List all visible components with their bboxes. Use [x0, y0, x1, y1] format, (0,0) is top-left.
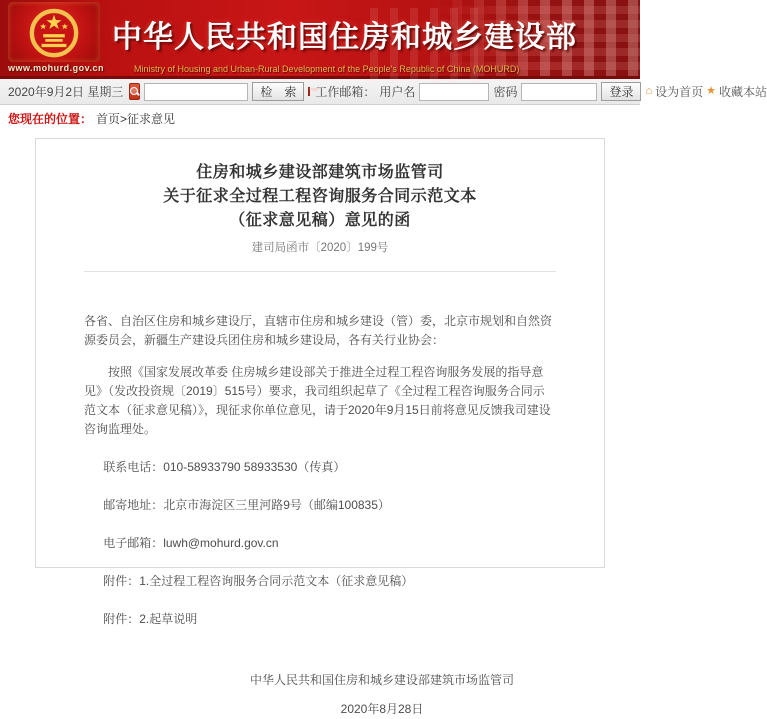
- search-icon-button[interactable]: [129, 83, 140, 100]
- date-text: 2020年9月2日 星期三: [8, 85, 124, 99]
- toolbar-right-links: [645, 83, 767, 100]
- banner-text: [112, 12, 582, 74]
- document-box: [35, 138, 605, 716]
- login-button[interactable]: 登录: [601, 82, 641, 101]
- national-emblem-svg: [27, 5, 81, 59]
- toolbar: [0, 79, 767, 105]
- bookmark-link[interactable]: 收藏本站: [719, 85, 767, 99]
- sign-date: 2020年8月28日: [340, 702, 424, 716]
- search-submit-button[interactable]: 检 索: [252, 82, 304, 101]
- username-input[interactable]: [419, 83, 489, 101]
- set-homepage-link[interactable]: 设为首页: [655, 85, 704, 99]
- magnifier-icon: [130, 87, 139, 96]
- username-label: 用户名: [379, 85, 416, 99]
- signer-name: 中华人民共和国住房和城乡建设部建筑市场监管司: [249, 673, 514, 687]
- document-title-line2: 关于征求全过程工程咨询服务合同示范文本: [163, 188, 477, 205]
- salutation-text: 各省、自治区住房和城乡建设厅，直辖市住房和城乡建设（管）委，北京市规划和自然资源委员会，新疆生产建设兵团住房和城乡建设局，各有关行业协会：: [84, 314, 553, 347]
- breadcrumb-label: 您现在的位置：: [8, 112, 93, 126]
- signature-block: [222, 671, 542, 719]
- document-number: 建司局函市〔2020〕199号: [251, 242, 389, 254]
- work-mail-label: 工作邮箱：: [315, 85, 376, 99]
- contact-address: 邮寄地址：北京市海淀区三里河路9号（邮编100835）: [103, 498, 390, 512]
- site-url: www.mohurd.gov.cn: [8, 63, 104, 73]
- document-title-line3: （征求意见稿）意见的函: [229, 212, 411, 229]
- emblem-area: [8, 2, 104, 76]
- header-banner: [0, 0, 640, 79]
- national-emblem-icon: [8, 2, 100, 62]
- attachment-link-2[interactable]: 附件：2.起草说明: [103, 612, 198, 626]
- document-body: [36, 312, 604, 719]
- contact-email: 电子邮箱：luwh@mohurd.gov.cn: [103, 536, 279, 550]
- mail-icon: [308, 87, 310, 96]
- body-paragraph: 按照《国家发展改革委 住房城乡建设部关于推进全过程工程咨询服务发展的指导意见》（发改投资规〔2019〕515号）要求，我司组织起草了《全过程工程咨询服务合同示范文本（征求意见稿）》，现征求你单位意见，请于2020年9月15日前将意见反馈我司建设咨询监理处。: [84, 365, 551, 436]
- attachment-link-1[interactable]: 附件：1.全过程工程咨询服务合同示范文本（征求意见稿）: [103, 574, 414, 588]
- breadcrumb: [0, 105, 640, 132]
- contact-phone: 联系电话：010-58933790 58933530（传真）: [103, 460, 346, 474]
- search-input[interactable]: [144, 83, 248, 101]
- home-arrow-icon: ⌂: [645, 85, 653, 97]
- site-subtitle: Ministry of Housing and Urban-Rural Development of the People's Republic of China (MOHURD): [134, 64, 520, 74]
- title-divider: [84, 271, 556, 272]
- password-label: 密码: [493, 85, 518, 99]
- site-title: 中华人民共和国住房和城乡建设部: [112, 21, 577, 54]
- bookmark-icon: ★: [706, 85, 717, 97]
- password-input[interactable]: [521, 83, 597, 101]
- document-title-line1: 住房和城乡建设部建筑市场监管司: [196, 164, 444, 181]
- breadcrumb-path[interactable]: 首页>征求意见: [96, 112, 176, 126]
